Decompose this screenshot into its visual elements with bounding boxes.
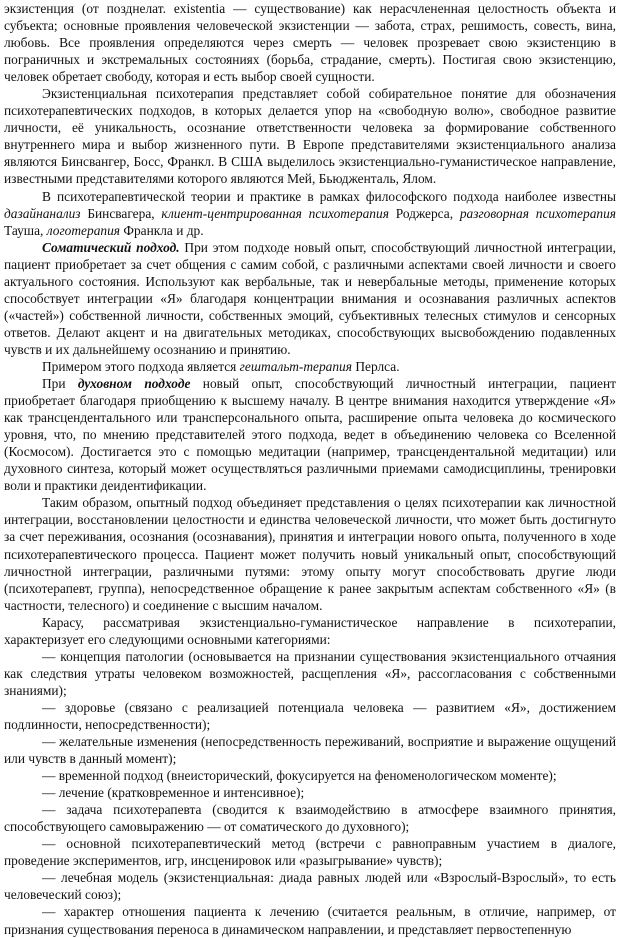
paragraph-somatic-approach: Соматический подход. При этом подходе новый опыт, способствующий личностной интеграции, пациент приобретает за счет общения с самим собой, с различными аспектами своей личности и своего актуального состояния. Используют как вербальные, так и невербальные методы, применение которых способствует интеграции «Я» благодаря концентрации внимания и осознавания различных аспектов («частей») собственной личности, собственных эмоций, субъективных телесных стимулов и сенсорных ответов. Делают акцент и на двигательных методиках, способствующих высвобождению подавленных чувств и их дальнейшему осознанию и принятию. bbox=[4, 239, 616, 357]
list-item: — желательные изменения (непосредственность переживаний, восприятие и выражение ощущений или чувств в данный момент); bbox=[4, 734, 616, 767]
heading-somatic-approach: Соматический подход. bbox=[42, 239, 180, 255]
paragraph-spiritual-approach: При духовном подходе новый опыт, способствующий личностный интеграции, пациент приобретает благодаря приобщению к высшему началу. В центре внимания находится утверждение «Я» как трансцендентального или трансперсонального опыта, расширение опыта человека до космического уровня, что, по мнению представителей этого подхода, ведет в объединению человека со Вселенной (Космосом). Достигается это с помощью медитации (например, трансцендентальной медитации) или духовного синтеза, который может осуществляться различными приемами самодисциплины, тренировки воли и практики деидентификации. bbox=[4, 376, 616, 494]
list-item: — задача психотерапевта (сводится к взаимодействию в атмосфере взаимного принятия, способствующего самовыражению — от соматического до духовного); bbox=[4, 802, 616, 835]
paragraph-existential-psychotherapy: Экзистенциальная психотерапия представляет собой собирательное понятие для обозначения психотерапевтических подходов, в которых делается упор на «свободную волю», свободное развитие личности, её уникальность, осознание ответственности человека за формирование собственного внутреннего мира и выбор жизненного пути. В Европе представителями экзистенциального анализа являются Бинсвангер, Босс, Франкл. В США выделилось экзистенциально-гуманистическое направление, известными представителями которого являются Мей, Бьюдженталь, Ялом. bbox=[4, 86, 616, 187]
list-item: — здоровье (связано с реализацией потенциала человека — развитием «Я», достижением подлинности, непосредственности); bbox=[4, 699, 616, 732]
paragraph-experiential-summary: Таким образом, опытный подход объединяет представления о целях психотерапии как личностной интеграции, восстановлении целостности и единства человеческой личности, что может быть достигнуто за счет переживания, осознания (осознавания), принятия и интеграции нового опыта, полученного в ходе психотерапевтического процесса. Пациент может получить новый уникальный опыт, способствующий личностной интеграции, различными путями: этому опыту могут способствовать другие люди (психотерапевт, группа), непосредственное обращение к ранее закрытым аспектам собственного «Я» (в частности, телесного) и соединение с высшим началом. bbox=[4, 495, 616, 613]
category-list bbox=[4, 648, 616, 938]
paragraph-existence-definition: экзистенция (от позднелат. existentia — существование) как нерасчлененная целостность объекта и субъекта; основные проявления человеческой экзистенции — забота, страх, решимость, совесть, вина, любовь. Все проявления определяются через смерть — человек прозревает свою экзистенцию в пограничных и экстремальных состояниях (борьба, страдание, смерть). Постигая свою экзистенцию, человек обретает свободу, которая и есть выбор своей сущности. bbox=[4, 1, 616, 85]
term-dasein-analysis: дазайнанализ bbox=[4, 205, 81, 221]
list-item: — лечебная модель (экзистенциальная: диада равных людей или «Взрослый-Взрослый», то есть человеческий союз); bbox=[4, 870, 616, 903]
list-item: — концепция патологии (основывается на признании существования экзистенциального отчаяния как следствия утраты человеком возможностей, расщепления «Я», рассогласования с собственными знаниями); bbox=[4, 648, 616, 698]
term-client-centered: клиент-центрированная психотерапия bbox=[161, 205, 389, 221]
list-item: — лечение (кратковременное и интенсивное); bbox=[42, 785, 305, 801]
term-conversational: разговорная психотерапия bbox=[459, 205, 617, 221]
term-logotherapy: логотерапия bbox=[46, 222, 121, 238]
term-gestalt-therapy: гештальт-терапия bbox=[239, 358, 352, 374]
body-text bbox=[4, 0, 616, 648]
paragraph-gestalt-example: Примером этого подхода является гештальт-терапия Перлса. bbox=[42, 358, 400, 374]
paragraph-karasu-intro: Карасу, рассматривая экзистенциально-гуманистическое направление в психотерапии, характеризует его следующими основными категориями: bbox=[4, 614, 616, 647]
list-item: — характер отношения пациента к лечению (считается реальным, в отличие, например, от признания существования переноса в динамическом направлении, и представляет первостепенную bbox=[4, 904, 616, 937]
paragraph-philosophical-approach: В психотерапевтической теории и практике в рамках философского подхода наиболее известны дазайнанализ Бинсвагера, клиент-центрированная психотерапия Роджерса, разговорная психотерапия Тауша, логотерапия Франкла и др. bbox=[4, 188, 617, 238]
heading-spiritual-approach: духовном подходе bbox=[77, 376, 191, 392]
list-item: — основной психотерапевтический метод (встречи с равноправным участием в диалоге, проведение экспериментов, игр, инсценировок или «разыгрывание» чувств); bbox=[4, 836, 616, 869]
list-item: — временной подход (внеисторический, фокусируется на феноменологическом моменте); bbox=[42, 768, 557, 784]
